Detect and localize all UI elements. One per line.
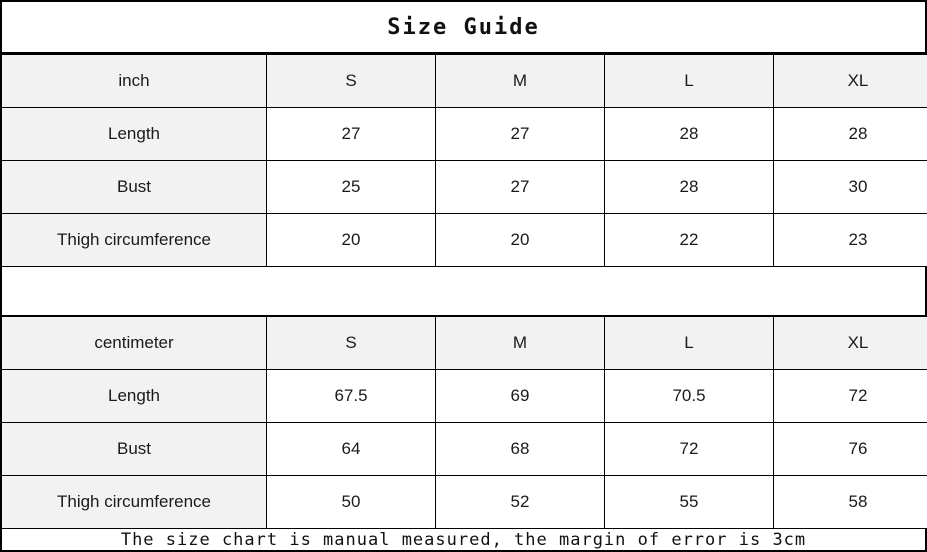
size-guide-title-row <box>2 2 925 54</box>
table-row <box>2 370 927 423</box>
table-separator <box>2 267 925 316</box>
cell-value: 58 <box>774 476 927 529</box>
cell-value: 28 <box>774 108 927 161</box>
cell-value: 72 <box>774 370 927 423</box>
cell-value: 20 <box>267 214 436 267</box>
table-row <box>2 108 927 161</box>
footer-note: The size chart is manual measured, the margin of error is 3cm <box>120 529 807 550</box>
footer-note-row <box>2 529 925 550</box>
row-label: Thigh circumference <box>2 214 267 267</box>
column-header-xl: XL <box>774 55 927 108</box>
column-header-m: M <box>436 55 605 108</box>
cell-value: 64 <box>267 423 436 476</box>
column-header-xl: XL <box>774 317 927 370</box>
table-header-row <box>2 317 927 370</box>
cell-value: 30 <box>774 161 927 214</box>
table-row <box>2 476 927 529</box>
table-row <box>2 423 927 476</box>
page-title: Size Guide <box>387 14 540 40</box>
cell-value: 28 <box>605 108 774 161</box>
column-header-s: S <box>267 55 436 108</box>
column-header-m: M <box>436 317 605 370</box>
centimeter-size-table <box>2 316 927 529</box>
row-label: Bust <box>2 423 267 476</box>
cell-value: 23 <box>774 214 927 267</box>
cell-value: 76 <box>774 423 927 476</box>
table-row <box>2 214 927 267</box>
cell-value: 20 <box>436 214 605 267</box>
cell-value: 50 <box>267 476 436 529</box>
cell-value: 27 <box>436 108 605 161</box>
centimeter-table-block <box>2 316 925 529</box>
cell-value: 22 <box>605 214 774 267</box>
unit-label-centimeter: centimeter <box>2 317 267 370</box>
cell-value: 72 <box>605 423 774 476</box>
cell-value: 67.5 <box>267 370 436 423</box>
inch-size-table <box>2 54 927 267</box>
column-header-s: S <box>267 317 436 370</box>
unit-label-inch: inch <box>2 55 267 108</box>
cell-value: 25 <box>267 161 436 214</box>
cell-value: 27 <box>267 108 436 161</box>
column-header-l: L <box>605 317 774 370</box>
inch-table-block <box>2 54 925 267</box>
table-row <box>2 161 927 214</box>
row-label: Thigh circumference <box>2 476 267 529</box>
cell-value: 70.5 <box>605 370 774 423</box>
row-label: Length <box>2 108 267 161</box>
column-header-l: L <box>605 55 774 108</box>
cell-value: 69 <box>436 370 605 423</box>
row-label: Length <box>2 370 267 423</box>
table-header-row <box>2 55 927 108</box>
cell-value: 28 <box>605 161 774 214</box>
cell-value: 27 <box>436 161 605 214</box>
row-label: Bust <box>2 161 267 214</box>
cell-value: 52 <box>436 476 605 529</box>
cell-value: 55 <box>605 476 774 529</box>
cell-value: 68 <box>436 423 605 476</box>
